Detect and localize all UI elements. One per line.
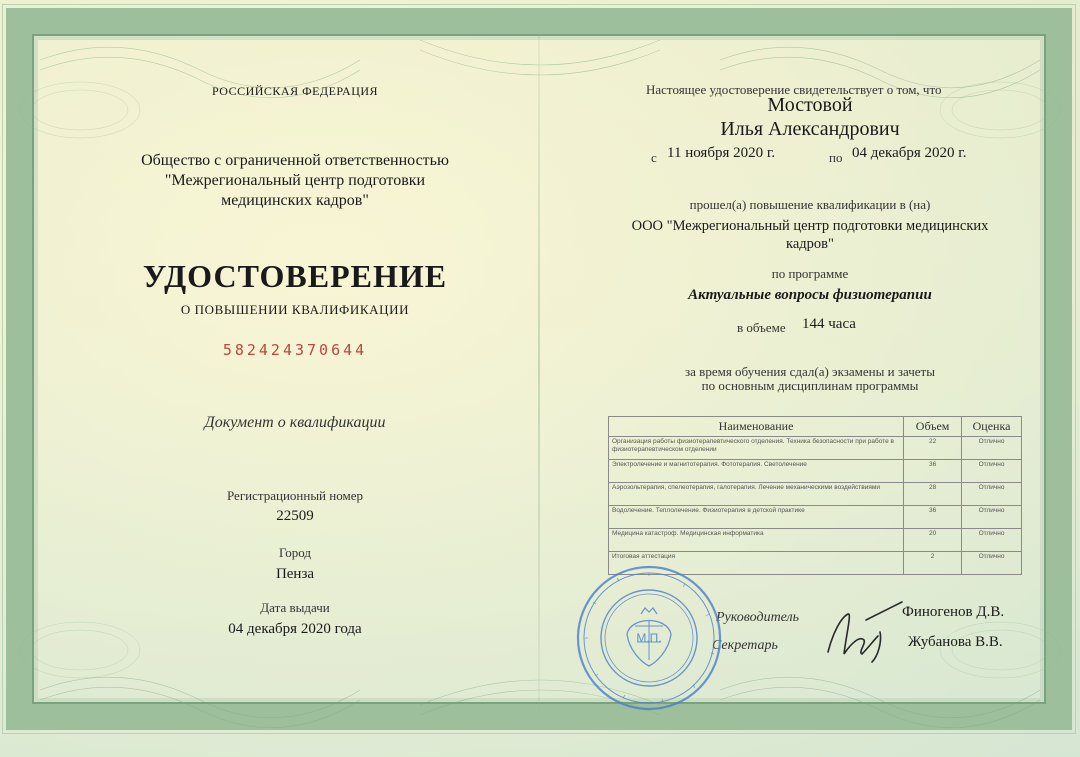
issuer-org [60, 151, 530, 211]
volume-label: в объеме [737, 320, 786, 335]
subject-volume: 2 [904, 552, 962, 575]
subject-name: Итоговая аттестация [609, 552, 904, 575]
from-label: с [651, 150, 657, 165]
issue-date-label: Дата выдачи [260, 600, 330, 615]
document-title: УДОСТОВЕРЕНИЕ [142, 258, 448, 294]
issue-date-value: 04 декабря 2020 года [228, 621, 362, 637]
subject-name: Медицина катастроф. Медицинская информатика [609, 529, 904, 552]
center-fold [538, 30, 540, 710]
col-header-volume: Объем [904, 417, 962, 437]
program-name: Актуальные вопросы физиотерапии [688, 287, 932, 303]
col-header-grade: Оценка [962, 417, 1022, 437]
issuer-org-line3: медицинских кадров" [221, 192, 369, 209]
reg-number-value: 22509 [276, 508, 314, 524]
to-label: по [829, 150, 843, 165]
city-label: Город [278, 545, 312, 560]
country-label: РОССИЙСКАЯ ФЕДЕРАЦИЯ [211, 84, 379, 98]
col-header-name: Наименование [609, 417, 904, 437]
subject-volume: 28 [904, 483, 962, 506]
issuer-org-line1: Общество с ограниченной ответственностью [141, 152, 449, 169]
subject-volume: 36 [904, 506, 962, 529]
exams-line2: по основным дисциплинам программы [701, 378, 919, 393]
subject-volume: 22 [904, 437, 962, 460]
table-row [609, 460, 1022, 483]
subject-grade: Отлично [962, 483, 1022, 506]
document-type: Документ о квалификации [204, 414, 386, 431]
certificate-number: 582424370644 [222, 341, 368, 359]
document-subtitle: О ПОВЫШЕНИИ КВАЛИФИКАЦИИ [180, 302, 410, 317]
head-name: Финогенов Д.В. [902, 604, 1005, 620]
holder-given-names: Илья Александрович [720, 118, 900, 140]
subject-grade: Отлично [962, 552, 1022, 575]
stamp-center-text: М.П. [636, 631, 662, 645]
program-label: по программе [771, 266, 849, 281]
signature [822, 596, 904, 668]
subject-grade: Отлично [962, 437, 1022, 460]
subject-name: Электролечение и магнитотерапия. Фототерапия. Светолечение [609, 460, 904, 483]
issuer-org-line2: "Межрегиональный центр подготовки [164, 172, 426, 189]
passed-text: прошел(а) повышение квалификации в (на) [689, 197, 931, 212]
subject-name: Организация работы физиотерапевтического отделения. Техника безопасности при работе в физиотерапевтическом отделении [609, 437, 904, 460]
secretary-label: Секретарь [712, 638, 778, 653]
to-date: 04 декабря 2020 г. [852, 145, 967, 161]
secretary-name: Жубанова В.В. [908, 634, 1003, 650]
from-date: 11 ноября 2020 г. [667, 145, 776, 161]
exams-line1: за время обучения сдал(а) экзамены и зачеты [685, 364, 935, 379]
subject-volume: 20 [904, 529, 962, 552]
training-org-line1: ООО "Межрегиональный центр подготовки медицинских [631, 218, 989, 234]
subject-name: Водолечение. Теплолечение. Физиотерапия в детской практике [609, 506, 904, 529]
subjects-table [608, 416, 1022, 575]
official-stamp [575, 564, 723, 712]
table-row [609, 483, 1022, 506]
table-row [609, 506, 1022, 529]
intro-text: Настоящее удостоверение свидетельствует о том, что [646, 82, 942, 97]
table-row [609, 529, 1022, 552]
subject-grade: Отлично [962, 460, 1022, 483]
subject-name: Аэрозольтерапия, спелеотерапия, галотерапия. Лечение механическими воздействиями [609, 483, 904, 506]
subjects-header-row [609, 417, 1022, 437]
city-value: Пенза [275, 566, 315, 582]
table-row [609, 437, 1022, 460]
volume-value: 144 часа [802, 316, 856, 332]
holder-surname: Мостовой [767, 94, 853, 116]
training-org [606, 217, 1014, 253]
head-label: Руководитель [716, 610, 800, 625]
subject-volume: 36 [904, 460, 962, 483]
subject-grade: Отлично [962, 529, 1022, 552]
subject-grade: Отлично [962, 506, 1022, 529]
training-org-line2: кадров" [786, 236, 834, 252]
reg-number-label: Регистрационный номер [227, 488, 363, 503]
